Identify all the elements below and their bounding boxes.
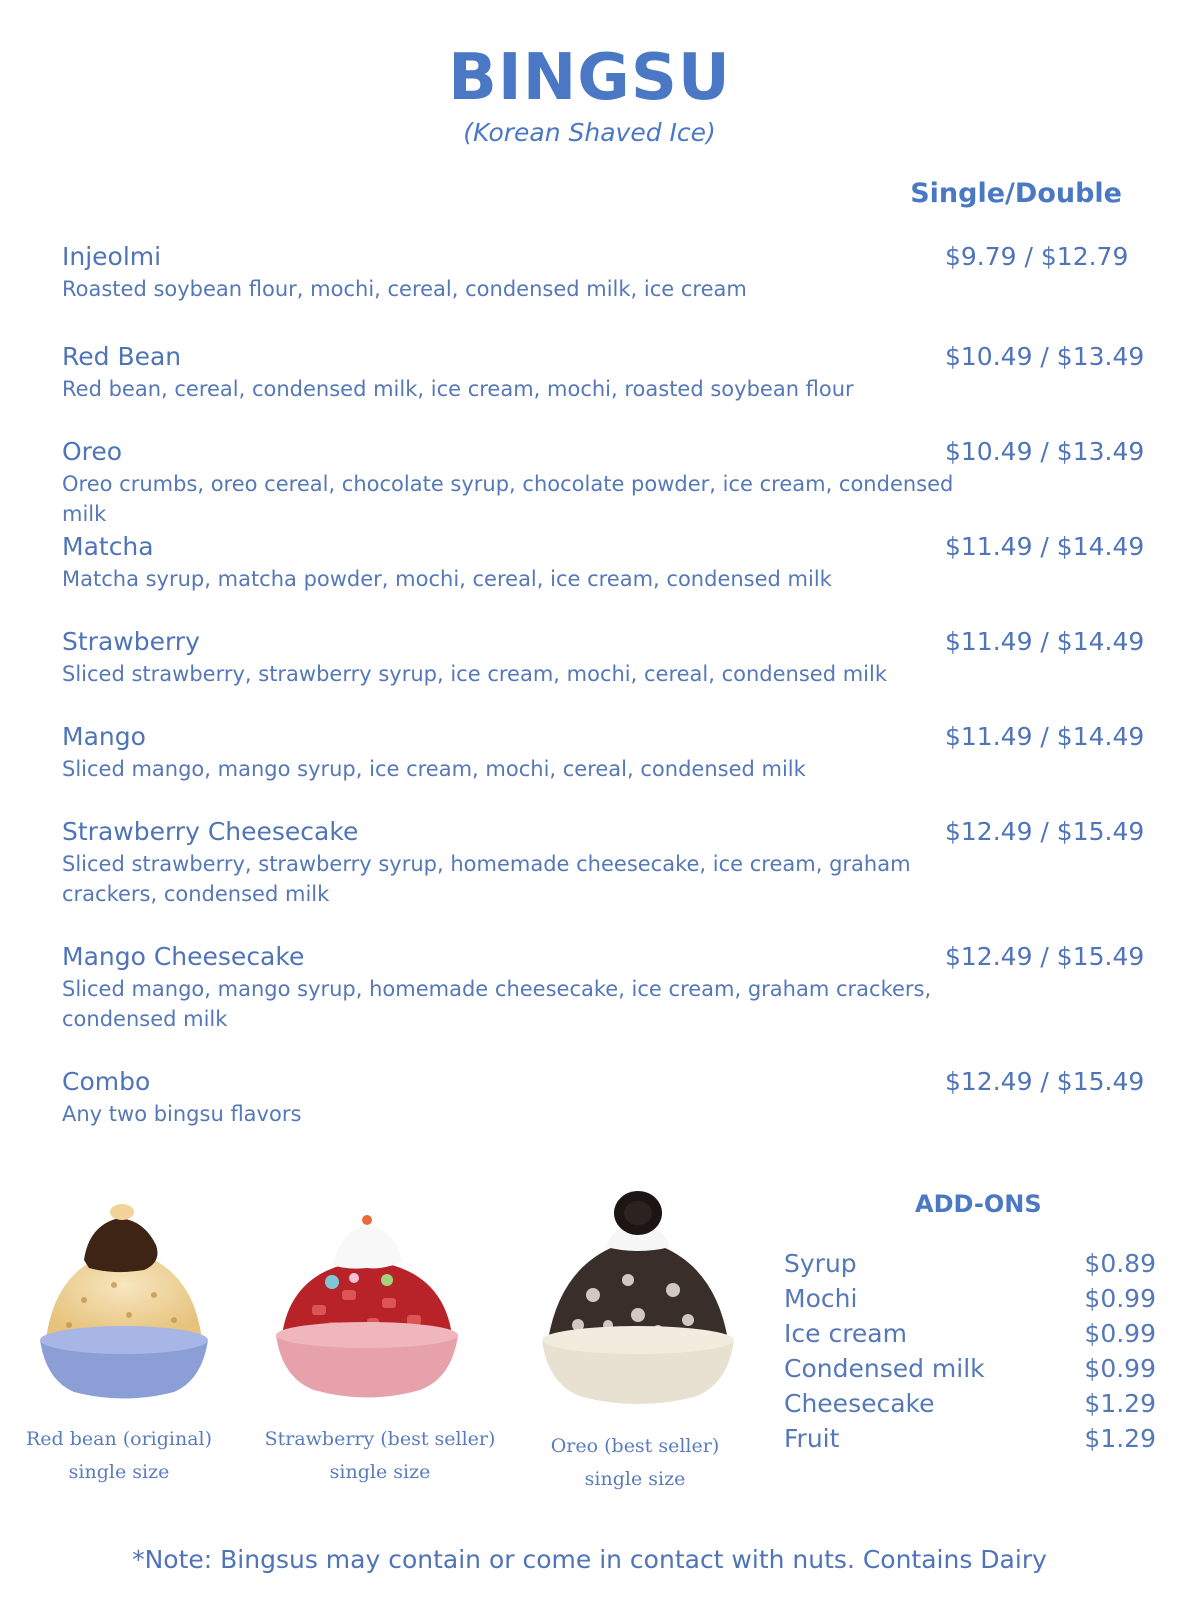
addons-title: ADD-ONS <box>915 1190 1042 1218</box>
menu-item-description: Sliced strawberry, strawberry syrup, ice cream, mochi, cereal, condensed milk <box>62 662 888 686</box>
menu-item-price: $11.49 / $14.49 <box>945 627 1145 656</box>
menu-item-price: $12.49 / $15.49 <box>945 817 1145 846</box>
addon-row <box>784 1281 1156 1316</box>
menu-item-matcha <box>62 530 1145 594</box>
menu-item-name: Injeolmi <box>62 242 162 271</box>
addon-price: $0.89 <box>1084 1249 1156 1278</box>
menu-item-name: Strawberry Cheesecake <box>62 817 359 846</box>
menu-item-price: $12.49 / $15.49 <box>945 1067 1145 1096</box>
menu-item-price: $12.49 / $15.49 <box>945 942 1145 971</box>
addon-price: $1.29 <box>1084 1389 1156 1418</box>
menu-item-description: Sliced mango, mango syrup, homemade cheesecake, ice cream, graham crackers, condensed milk <box>62 977 932 1031</box>
menu-item-name: Matcha <box>62 532 154 561</box>
addon-name: Ice cream <box>784 1319 907 1348</box>
menu-item-name: Mango <box>62 722 146 751</box>
menu-item-oreo <box>62 435 1145 529</box>
caption-line: single size <box>584 1468 686 1490</box>
addon-price: $0.99 <box>1084 1284 1156 1313</box>
addon-row <box>784 1421 1156 1456</box>
oreo-bingsu-photo <box>538 1185 738 1425</box>
caption-line: single size <box>329 1461 431 1483</box>
allergy-note: *Note: Bingsus may contain or come in contact with nuts. Contains Dairy <box>132 1545 1047 1574</box>
red-bean-bingsu-photo <box>34 1200 214 1410</box>
menu-item-name: Mango Cheesecake <box>62 942 305 971</box>
menu-item-strawberry-cheesecake <box>62 815 1145 909</box>
menu-item-price: $11.49 / $14.49 <box>945 532 1145 561</box>
addon-price: $0.99 <box>1084 1354 1156 1383</box>
menu-item-description: Roasted soybean flour, mochi, cereal, condensed milk, ice cream <box>62 277 747 301</box>
caption-line: Red bean (original) <box>25 1428 213 1450</box>
page-subtitle: (Korean Shaved Ice) <box>463 118 716 147</box>
addon-name: Cheesecake <box>784 1389 935 1418</box>
photo-caption-oreo <box>530 1430 740 1496</box>
menu-item-description: Sliced mango, mango syrup, ice cream, mochi, cereal, condensed milk <box>62 757 806 781</box>
menu-item-name: Red Bean <box>62 342 182 371</box>
menu-item-description: Any two bingsu flavors <box>62 1102 302 1126</box>
menu-item-description: Red bean, cereal, condensed milk, ice cream, mochi, roasted soybean flour <box>62 377 854 401</box>
addon-row <box>784 1351 1156 1386</box>
menu-item-name: Strawberry <box>62 627 200 656</box>
addon-name: Syrup <box>784 1249 857 1278</box>
addon-name: Condensed milk <box>784 1354 985 1383</box>
caption-line: Strawberry (best seller) <box>264 1428 496 1450</box>
menu-item-price: $10.49 / $13.49 <box>945 342 1145 371</box>
addon-row <box>784 1386 1156 1421</box>
menu-item-price: $11.49 / $14.49 <box>945 722 1145 751</box>
photo-caption-strawberry <box>260 1423 500 1489</box>
menu-item-red-bean <box>62 340 1145 404</box>
addon-name: Mochi <box>784 1284 858 1313</box>
menu-item-injeolmi <box>62 240 1132 304</box>
menu-item-price: $9.79 / $12.79 <box>945 242 1129 271</box>
addon-row <box>784 1316 1156 1351</box>
menu-item-name: Oreo <box>62 437 123 466</box>
menu-item-price: $10.49 / $13.49 <box>945 437 1145 466</box>
photo-caption-red-bean <box>14 1423 224 1489</box>
addon-price: $0.99 <box>1084 1319 1156 1348</box>
menu-item-mango <box>62 720 1145 784</box>
menu-item-combo <box>62 1065 1145 1129</box>
menu-item-name: Combo <box>62 1067 151 1096</box>
menu-item-description: Oreo crumbs, oreo cereal, chocolate syrup, chocolate powder, ice cream, condensed milk <box>62 472 954 526</box>
caption-line: single size <box>68 1461 170 1483</box>
caption-line: Oreo (best seller) <box>550 1435 720 1457</box>
addon-name: Fruit <box>784 1424 840 1453</box>
page-title: BINGSU <box>448 41 731 115</box>
menu-item-description: Matcha syrup, matcha powder, mochi, cereal, ice cream, condensed milk <box>62 567 832 591</box>
menu-item-mango-cheesecake <box>62 940 1145 1034</box>
price-column-header: Single/Double <box>910 178 1122 209</box>
addon-price: $1.29 <box>1084 1424 1156 1453</box>
addon-row <box>784 1246 1156 1281</box>
menu-item-description: Sliced strawberry, strawberry syrup, homemade cheesecake, ice cream, graham crackers, condensed milk <box>62 852 911 906</box>
strawberry-bingsu-photo <box>272 1210 462 1410</box>
menu-item-strawberry <box>62 625 1145 689</box>
